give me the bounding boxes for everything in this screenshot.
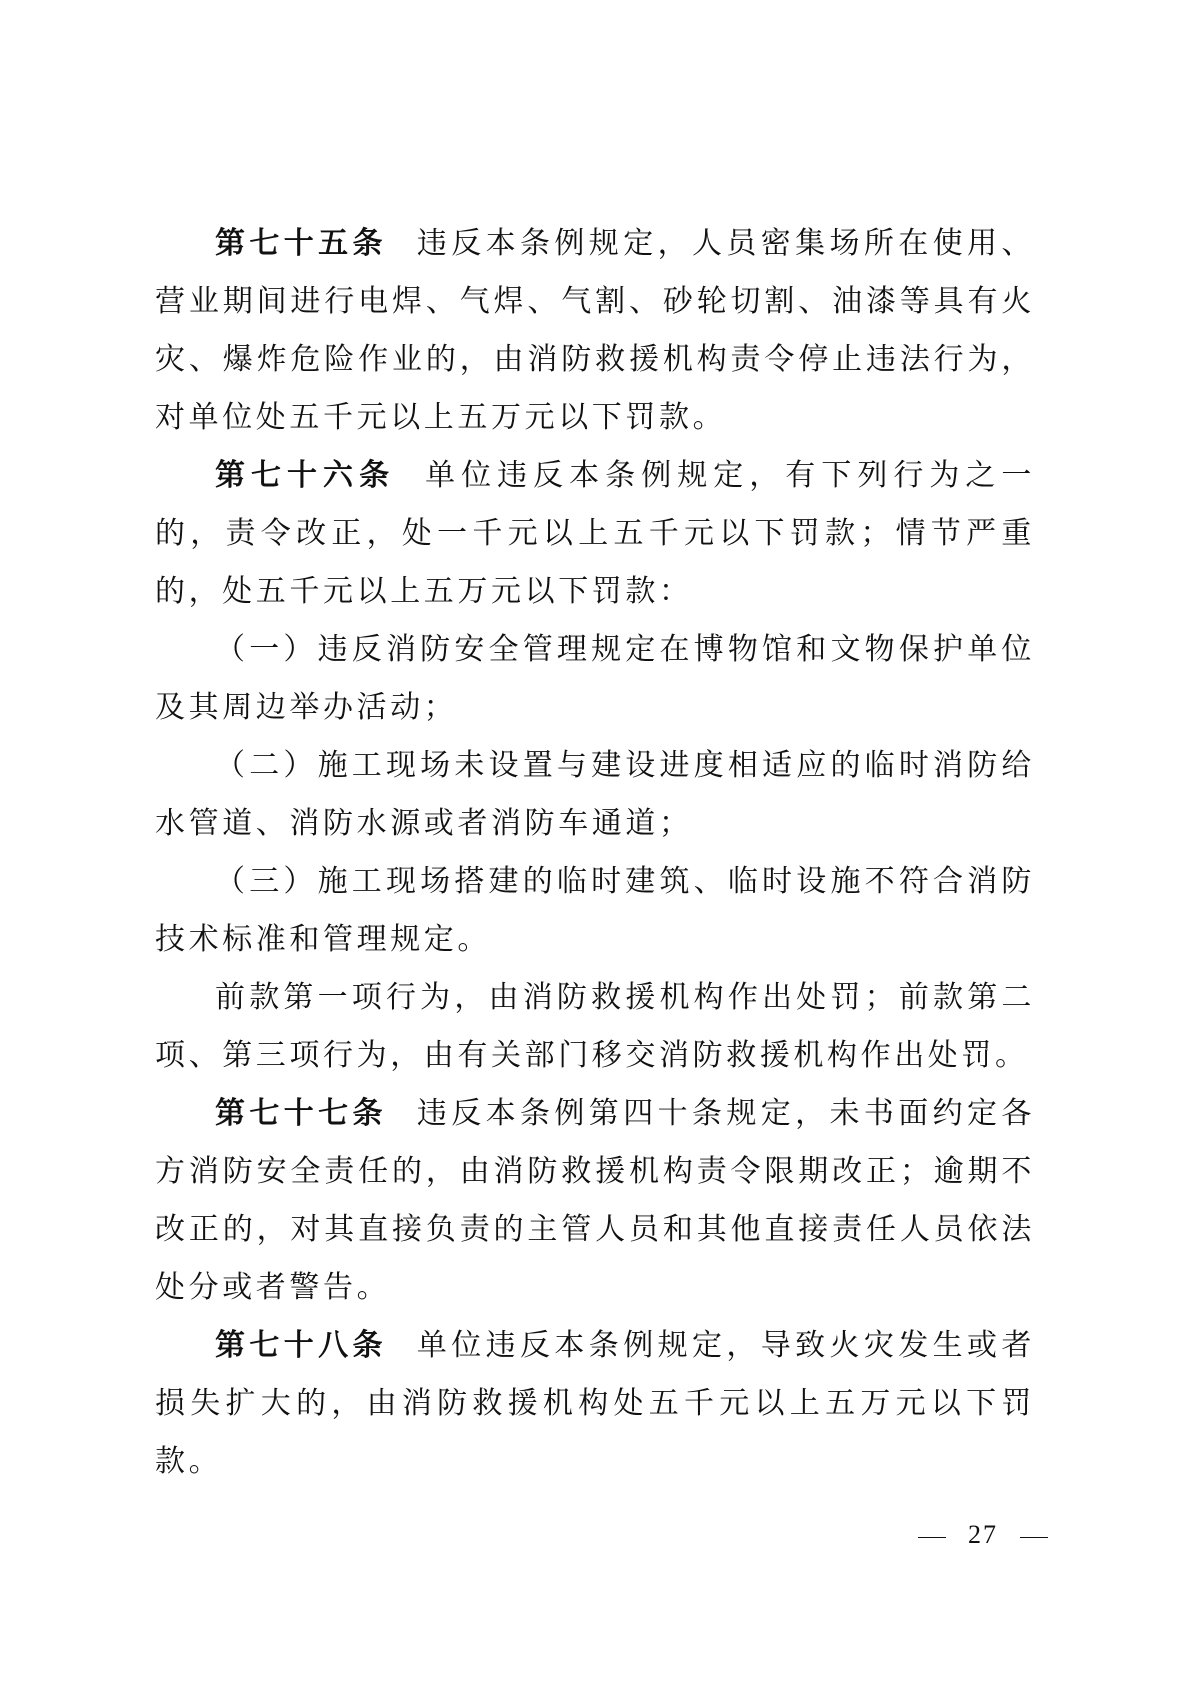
article-78 (155, 1317, 1035, 1491)
article-76-heading: 第七十六条 (215, 458, 396, 493)
dash-right (1020, 1537, 1048, 1538)
article-76-text: 单位违反本条例规定，有下列行为之一的，责令改正，处一千元以上五千元以下罚款；情节严重的，处五千元以上五万元以下罚款： (155, 458, 1036, 609)
article-77 (155, 1085, 1035, 1317)
article-77-heading: 第七十七条 (215, 1096, 387, 1131)
document-body (155, 215, 1035, 1491)
article-78-heading: 第七十八条 (215, 1328, 387, 1363)
article-75-text: 违反本条例规定，人员密集场所在使用、营业期间进行电焊、气焊、气割、砂轮切割、油漆等具有火灾、爆炸危险作业的，由消防救援机构责令停止违法行为，对单位处五千元以上五万元以下罚款。 (155, 226, 1035, 435)
article-78-text: 单位违反本条例规定，导致火灾发生或者损失扩大的，由消防救援机构处五千元以上五万元以下罚款。 (155, 1328, 1035, 1479)
page-number-footer (0, 1520, 1070, 1550)
article-75 (155, 215, 1035, 447)
article-76-note: 前款第一项行为，由消防救援机构作出处罚；前款第二项、第三项行为，由有关部门移交消防救援机构作出处罚。 (155, 980, 1035, 1073)
page-number: 27 (968, 1520, 998, 1549)
article-76 (155, 447, 1035, 621)
article-76-item-3: （三）施工现场搭建的临时建筑、临时设施不符合消防技术标准和管理规定。 (155, 864, 1035, 957)
dash-left (918, 1537, 946, 1538)
article-76-item-1: （一）违反消防安全管理规定在博物馆和文物保护单位及其周边举办活动； (155, 632, 1035, 725)
article-76-item-2: （二）施工现场未设置与建设进度相适应的临时消防给水管道、消防水源或者消防车通道； (155, 748, 1035, 841)
article-77-text: 违反本条例第四十条规定，未书面约定各方消防安全责任的，由消防救援机构责令限期改正；逾期不改正的，对其直接负责的主管人员和其他直接责任人员依法处分或者警告。 (155, 1096, 1035, 1305)
article-75-heading: 第七十五条 (215, 226, 387, 261)
